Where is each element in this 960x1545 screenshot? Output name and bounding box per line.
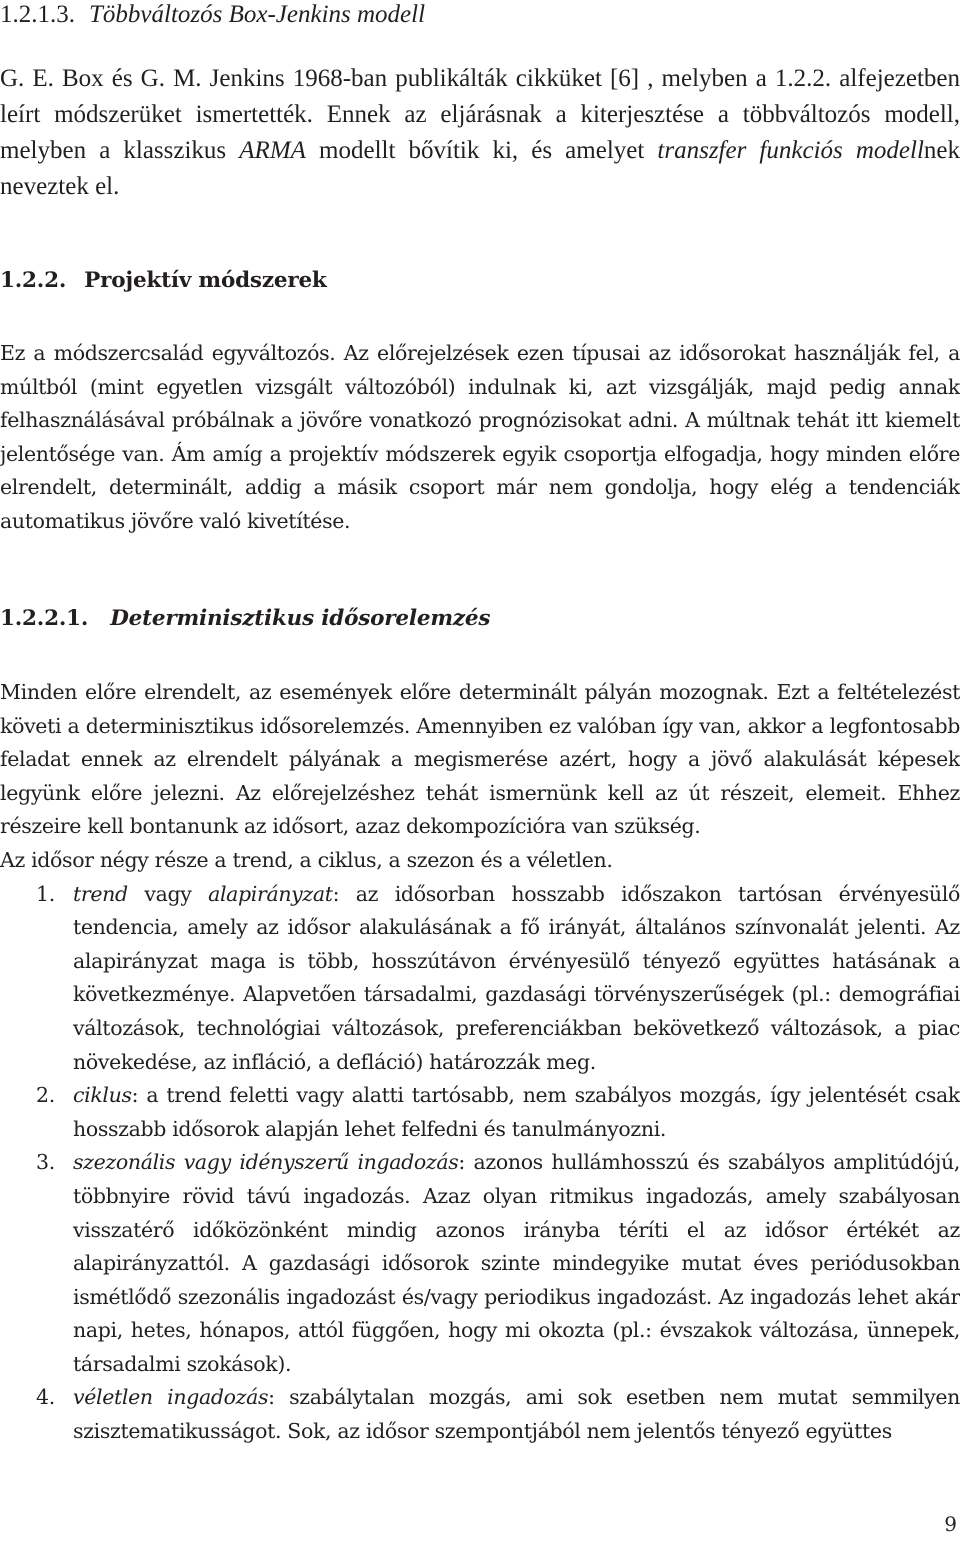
section-title: Determinisztikus idősorelemzés	[110, 606, 491, 631]
list-number: 3.	[36, 1150, 55, 1175]
section-title: Projektív módszerek	[84, 268, 327, 293]
section-projektiv-body	[0, 337, 960, 539]
list-number: 2.	[36, 1083, 55, 1108]
numbered-list	[0, 878, 960, 1449]
section-heading-determinisztikus	[0, 602, 960, 636]
list-item: 3. szezonális vagy idényszerű ingadozás: azonos hullámhosszú és szabályos amplitúdójú, többnyire rövid távú ingadozás. Azaz olyan ritmikus ingadozás, amely szabályosan visszatérő időközönként mindig azonos irányba téríti el az idősor értékét az alapirányzattól. A gazdasági idősorok szinte mindegyike mutat éves periódusokban ismétlődő szezonális ingadozást és/vagy periodikus ingadozást. Az ingadozás lehet akár napi, hetes, hónapos, attól függően, hogy mi okozta (pl.: évszakok változása, ünnepek, társadalmi szokások).	[0, 1146, 960, 1381]
list-item: 4. véletlen ingadozás: szabálytalan mozgás, ami sok esetben nem mutat semmilyen szisztematikusságot. Sok, az idősor szempontjából nem jelentős tényező együttes	[0, 1381, 960, 1448]
section-heading-projektiv	[0, 264, 960, 298]
list-number: 4.	[36, 1385, 55, 1410]
paragraph: G. E. Box és G. M. Jenkins 1968-ban publikálták cikküket [6] , melyben a 1.2.2. alfejezetben leírt módszerüket ismertették. Ennek az eljárásnak a kiterjesztése a többváltozós modell, melyben a klasszikus ARMA modellt bővítik ki, és amelyet transzfer funkciós modellnek neveztek el.	[0, 65, 960, 200]
section-heading	[0, 0, 960, 33]
paragraph: Minden előre elrendelt, az események előre determinált pályán mozognak. Ezt a feltételezést követi a determinisztikus idősorelemzés. Amennyiben ez valóban így van, akkor a legfontosabb feladat ennek az elrendelt pályának a megismerése azért, hogy a jövő alakulását képesek legyünk előre jelezni. Az előrejelzéshez tehát ismernünk kell az út részeit, elemeit. Ehhez részeire kell bontanunk az idősort, azaz dekompozícióra van szükség.	[0, 680, 960, 839]
paragraph: Ez a módszercsalád egyváltozós. Az előrejelzések ezen típusai az idősorokat használják fel, a múltból (mint egyetlen vizsgált változóból) indulnak ki, azt vizsgálják, majd pedig annak felhasználásával próbálnak a jövőre vonatkozó prognózisokat adni. A múltnak tehát itt kiemelt jelentősége van. Ám amíg a projektív módszerek egyik csoportja elfogadja, hogy minden előre elrendelt, determinált, addig a másik csoport már nem gondolja, hogy elég a tendenciák automatikus jövőre való kivetítése.	[0, 341, 960, 533]
list-item: 1. trend vagy alapirányzat: az idősorban hosszabb időszakon tartósan érvényesülő tendencia, amely az idősor alakulásának a fő irányát, általános színvonalát jelenti. Az alapirányzat maga is több, hosszútávon érvényesülő tényező együttes hatásának a következménye. Alapvetően társadalmi, gazdasági törvényszerűségek (pl.: demográfiai változások, technológiai változások, preferenciákban bekövetkező változások, a piac növekedése, az infláció, a defláció) határozzák meg.	[0, 878, 960, 1080]
list-number: 1.	[36, 881, 55, 906]
section-determinisztikus-body	[0, 676, 960, 1449]
section-box-jenkins	[0, 0, 960, 205]
section-number: 1.2.1.3.	[0, 1, 75, 28]
section-title: Többváltozós Box-Jenkins modell	[89, 1, 426, 28]
list-item: 2. ciklus: a trend feletti vagy alatti tartósabb, nem szabályos mozgás, így jelentését csak hosszabb idősorok alapján lehet felfedni és tanulmányozni.	[0, 1079, 960, 1146]
page-number: 9	[944, 1512, 957, 1536]
paragraph: Az idősor négy része a trend, a ciklus, a szezon és a véletlen.	[0, 847, 613, 872]
section-number: 1.2.2.1.	[0, 606, 89, 631]
section-number: 1.2.2.	[0, 268, 67, 293]
